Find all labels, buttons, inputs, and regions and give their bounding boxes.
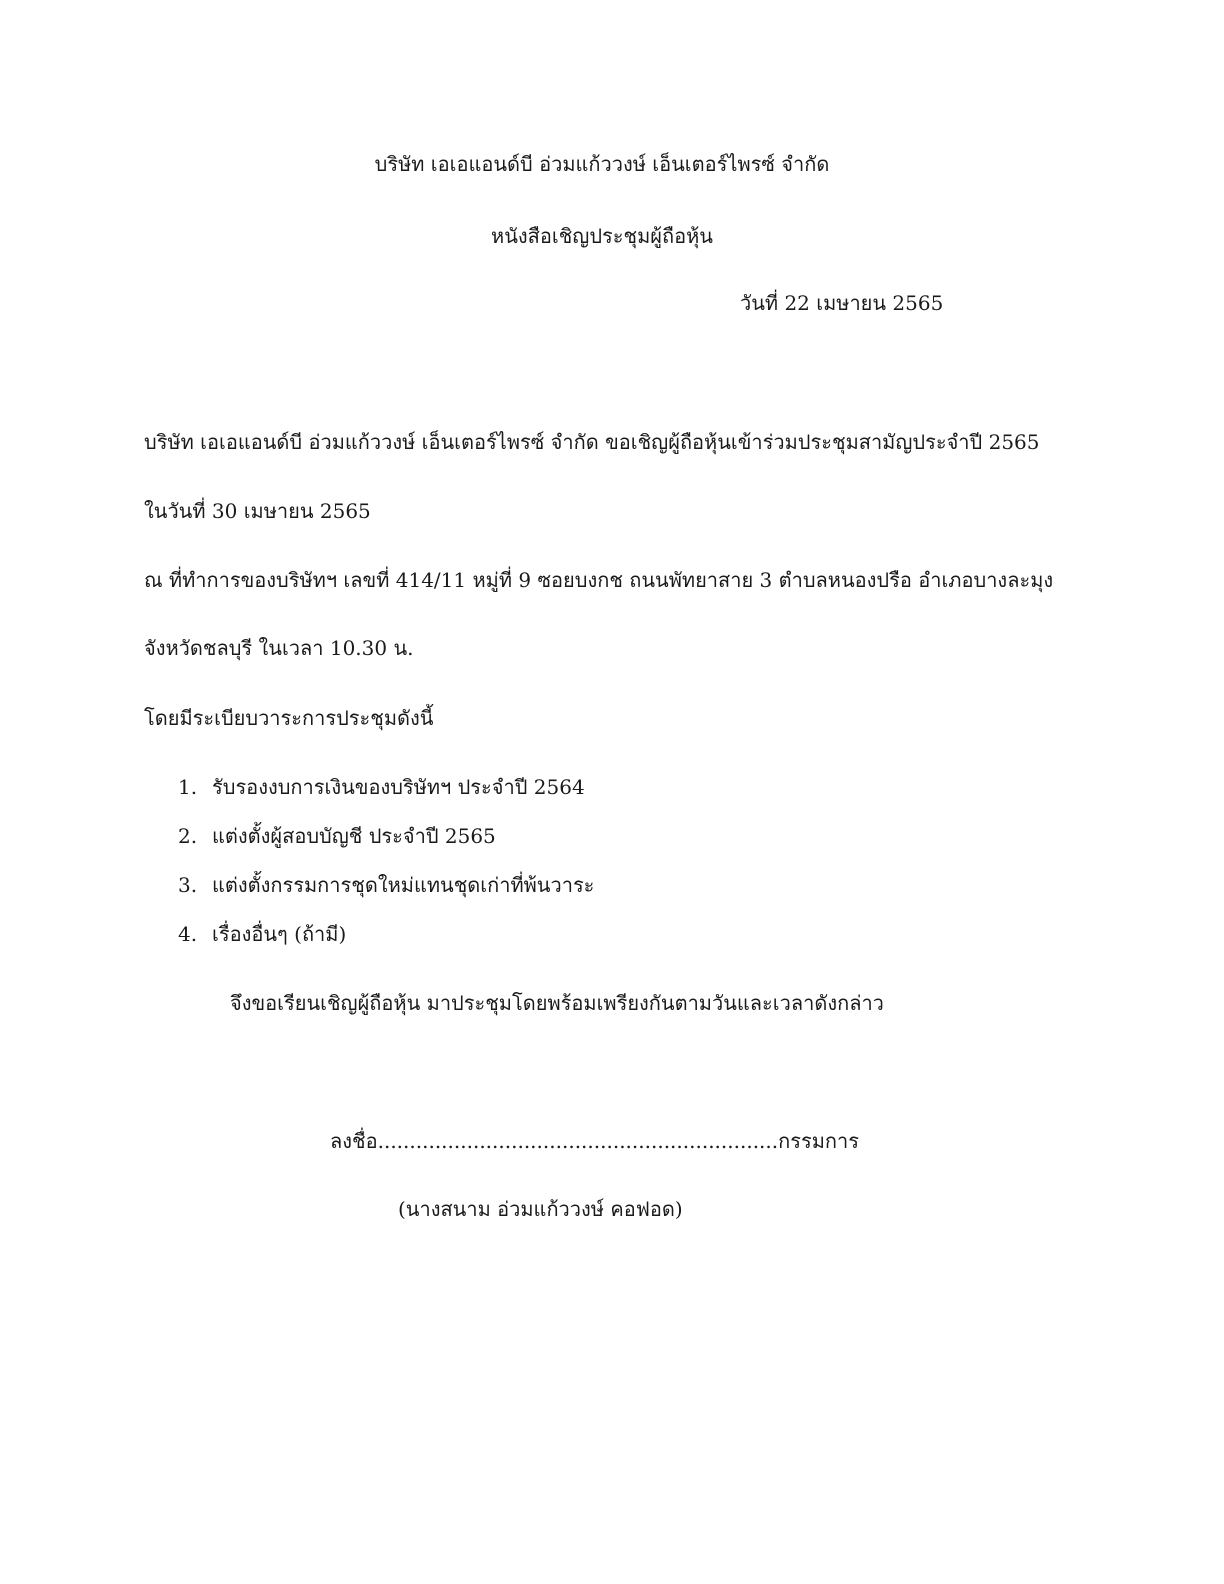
- agenda-item-text: เรื่องอื่นๆ (ถ้ามี): [212, 922, 347, 946]
- agenda-item-text: แต่งตั้งผู้สอบบัญชี ประจำปี 2565: [212, 824, 496, 848]
- agenda-item: [178, 871, 594, 899]
- meeting-province-time-line: จังหวัดชลบุรี ในเวลา 10.30 น.: [144, 636, 414, 660]
- invitation-paragraph-line-1: บริษัท เอเอแอนด์บี อ่วมแก้ววงษ์ เอ็นเตอร์ไพรซ์ จำกัด ขอเชิญผู้ถือหุ้นเข้าร่วมประชุมสามัญประจำปี 2565: [144, 430, 1040, 454]
- agenda-item-text: แต่งตั้งกรรมการชุดใหม่แทนชุดเก่าที่พ้นวาระ: [212, 873, 595, 897]
- meeting-address-line: ณ ที่ทำการของบริษัทฯ เลขที่ 414/11 หมู่ที่ 9 ซอยบงกช ถนนพัทยาสาย 3 ตำบลหนองปรือ อำเภอบางละมุง: [144, 568, 1054, 592]
- agenda-item-number: 4.: [178, 922, 198, 946]
- closing-statement: จึงขอเรียนเชิญผู้ถือหุ้น มาประชุมโดยพร้อมเพรียงกันตามวันและเวลาดังกล่าว: [230, 991, 884, 1015]
- agenda-item-number: 1.: [178, 775, 198, 799]
- meeting-date-line: ในวันที่ 30 เมษายน 2565: [144, 499, 371, 523]
- document-date: วันที่ 22 เมษายน 2565: [740, 291, 944, 315]
- agenda-item: [178, 920, 346, 948]
- document-title: หนังสือเชิญประชุมผู้ถือหุ้น: [491, 224, 713, 248]
- signature-line: ลงชื่อ...............................................................กรรมการ: [330, 1129, 859, 1153]
- signer-name: (นางสนาม อ่วมแก้ววงษ์ คอฟอด): [398, 1197, 683, 1221]
- agenda-item: [178, 773, 585, 801]
- company-title: บริษัท เอเอแอนด์บี อ่วมแก้ววงษ์ เอ็นเตอร์ไพรซ์ จำกัด: [374, 152, 830, 176]
- agenda-intro: โดยมีระเบียบวาระการประชุมดังนี้: [144, 706, 434, 730]
- agenda-item-text: รับรองงบการเงินของบริษัทฯ ประจำปี 2564: [212, 775, 585, 799]
- agenda-item: [178, 822, 496, 850]
- agenda-item-number: 2.: [178, 824, 198, 848]
- agenda-item-number: 3.: [178, 873, 198, 897]
